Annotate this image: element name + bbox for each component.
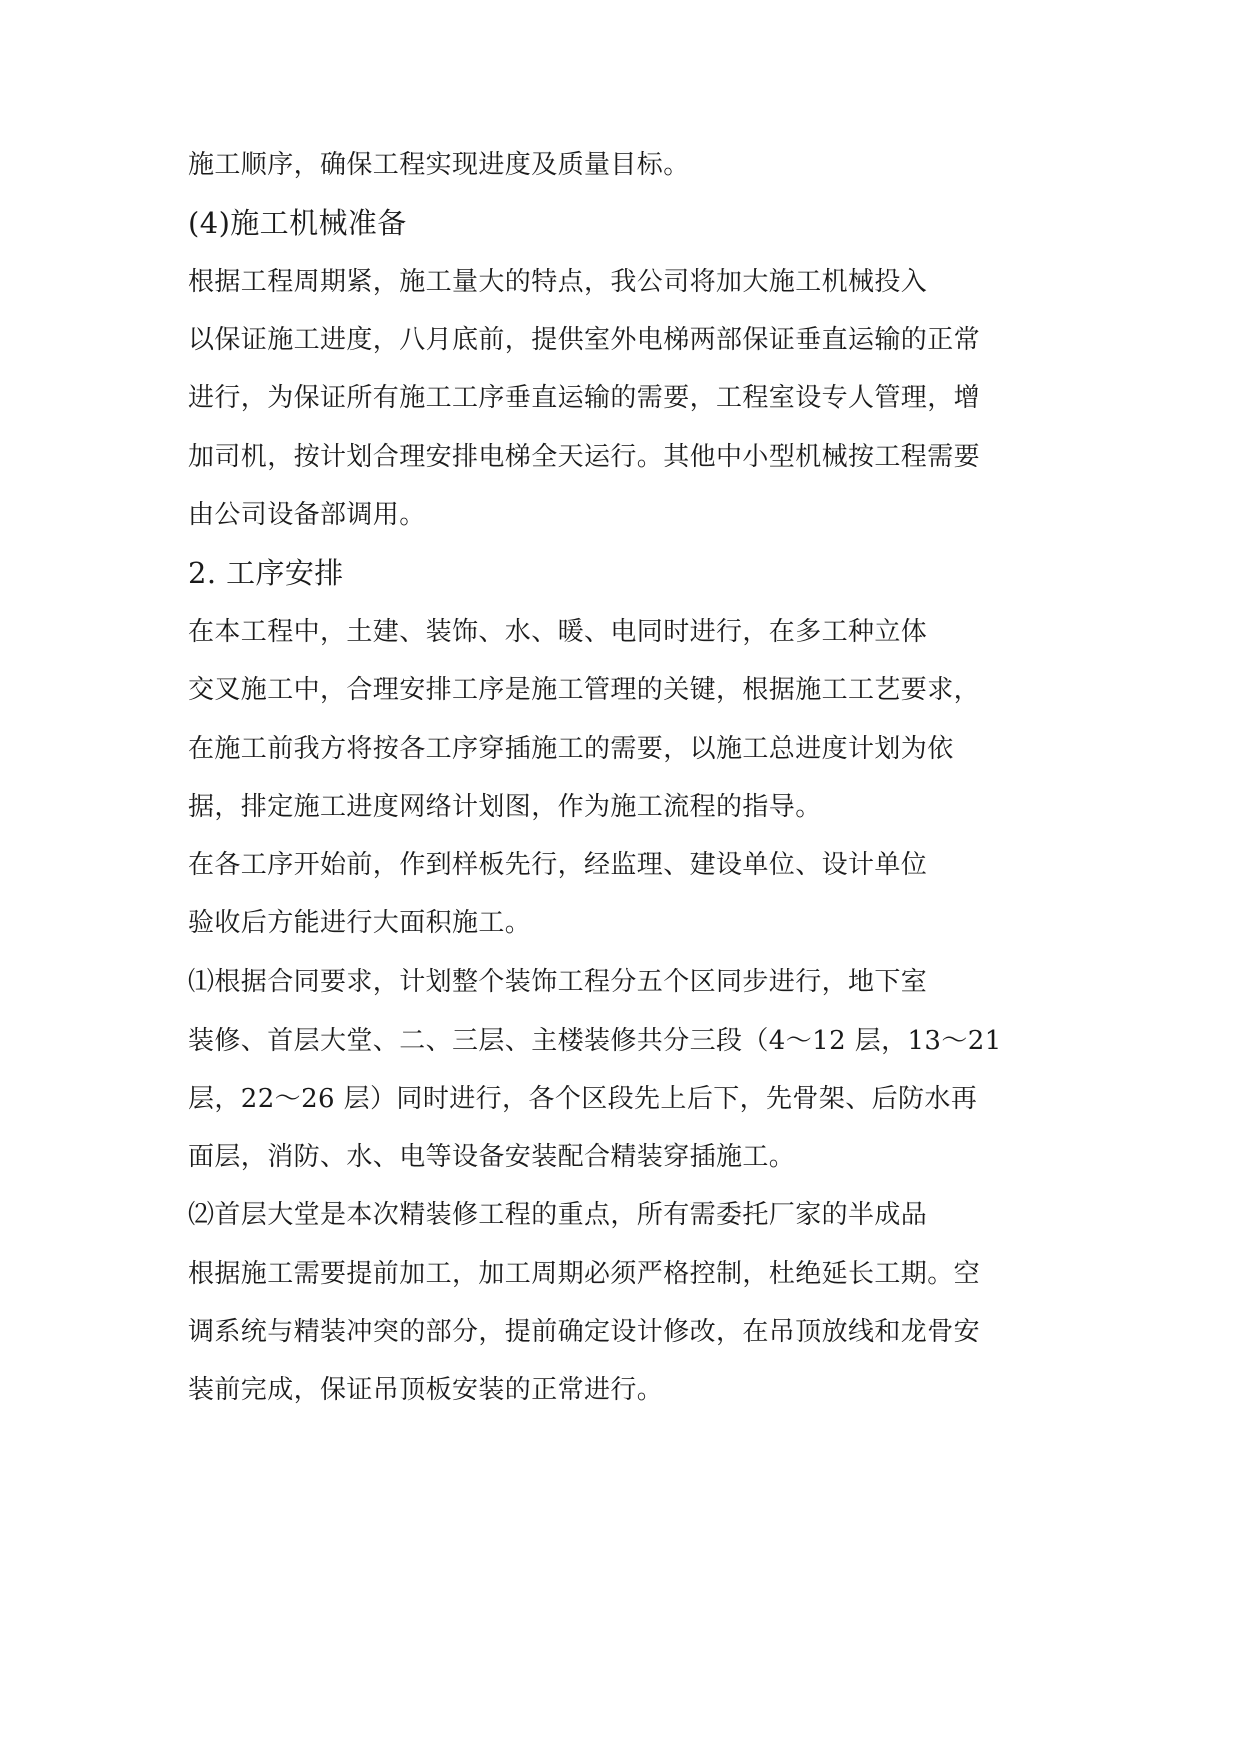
paragraph-line: 据，排定施工进度网络计划图，作为施工流程的指导。 [188,792,822,822]
paragraph-line: 验收后方能进行大面积施工。 [188,908,532,938]
paragraph-line: 加司机，按计划合理安排电梯全天运行。其他中小型机械按工程需要 [188,442,981,472]
paragraph-line: 在各工序开始前，作到样板先行，经监理、建设单位、设计单位 [188,850,928,880]
paragraph-line: 装前完成，保证吊顶板安装的正常进行。 [188,1375,664,1405]
paragraph-line: 在本工程中，土建、装饰、水、暖、电同时进行，在多工种立体 [188,617,928,647]
paragraph-line: 装修、首层大堂、二、三层、主楼装修共分三段（4～12 层，13～21 [188,1026,1002,1056]
paragraph-line: 交叉施工中，合理安排工序是施工管理的关键，根据施工工艺要求， [188,675,981,705]
paragraph-line: 在施工前我方将按各工序穿插施工的需要，以施工总进度计划为依 [188,734,954,764]
paragraph-line: ⑴根据合同要求，计划整个装饰工程分五个区同步进行，地下室 [188,967,928,997]
paragraph-line: 根据施工需要提前加工，加工周期必须严格控制，杜绝延长工期。空 [188,1259,981,1289]
paragraph-line: 施工顺序，确保工程实现进度及质量目标。 [188,150,690,180]
paragraph-line: 层，22～26 层）同时进行，各个区段先上后下，先骨架、后防水再 [188,1084,978,1114]
paragraph-line: 根据工程周期紧，施工量大的特点，我公司将加大施工机械投入 [188,267,928,297]
paragraph-line: 面层，消防、水、电等设备安装配合精装穿插施工。 [188,1142,796,1172]
paragraph-line: 调系统与精装冲突的部分，提前确定设计修改，在吊顶放线和龙骨安 [188,1317,981,1347]
section-heading: 2. 工序安排 [188,556,344,590]
paragraph-line: 由公司设备部调用。 [188,500,426,530]
paragraph-line: 以保证施工进度，八月底前，提供室外电梯两部保证垂直运输的正常 [188,325,981,355]
paragraph-line: 进行，为保证所有施工工序垂直运输的需要，工程室设专人管理，增 [188,383,981,413]
paragraph-line: ⑵首层大堂是本次精装修工程的重点，所有需委托厂家的半成品 [188,1200,928,1230]
section-heading: (4)施工机械准备 [188,206,407,240]
